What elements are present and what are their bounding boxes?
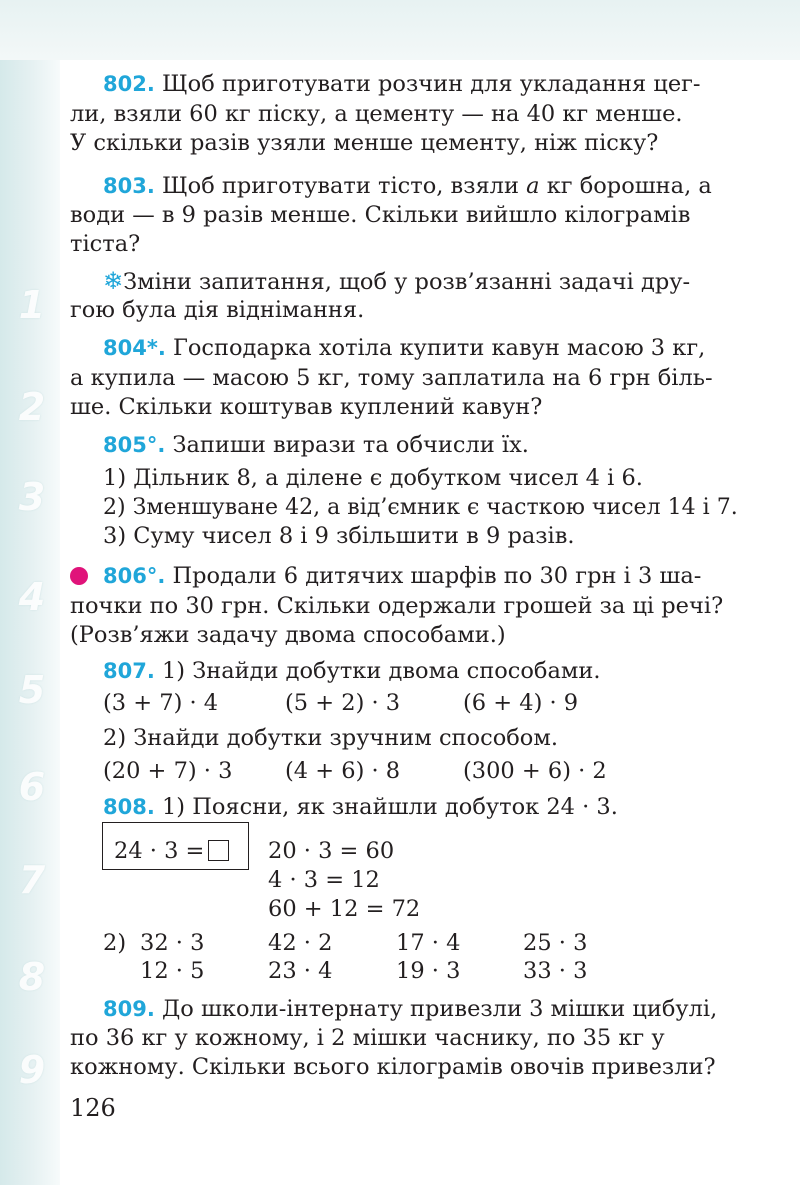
exercise-number: 808. — [103, 795, 155, 819]
expression: 19 · 3 — [396, 958, 461, 984]
page-number: 126 — [70, 1094, 116, 1122]
exercise-number: 806°. — [103, 564, 166, 588]
list-item: 2) Зменшуване 42, а від’ємник є часткою чисел 14 і 7. — [103, 494, 738, 520]
snowflake-icon: ❄ — [103, 267, 124, 295]
exercise-number: 807. — [103, 659, 155, 683]
side-number: 3 — [18, 475, 46, 519]
expression: 23 · 4 — [268, 958, 333, 984]
expression: (6 + 4) · 9 — [463, 690, 579, 716]
expression: (5 + 2) · 3 — [285, 690, 401, 716]
expression: 25 · 3 — [523, 930, 588, 956]
empty-answer-box — [208, 840, 229, 861]
step: 20 · 3 = 60 — [268, 838, 395, 864]
example-expression: 24 · 3 = — [114, 836, 229, 866]
step: 60 + 12 = 72 — [268, 896, 421, 922]
expression: 42 · 2 — [268, 930, 333, 956]
side-number: 1 — [18, 283, 46, 327]
top-band — [0, 0, 800, 60]
side-number: 8 — [18, 955, 46, 999]
side-number: 6 — [18, 765, 46, 809]
side-number: 4 — [18, 575, 46, 619]
expression: 32 · 3 — [140, 930, 205, 956]
expression: (4 + 6) · 8 — [285, 758, 401, 784]
side-number: 7 — [18, 858, 46, 902]
exercise-number: 802. — [103, 72, 155, 96]
side-strip — [0, 60, 60, 1185]
expression: (300 + 6) · 2 — [463, 758, 607, 784]
expression: 12 · 5 — [140, 958, 205, 984]
side-number: 2 — [18, 385, 46, 429]
expression: 33 · 3 — [523, 958, 588, 984]
expression: (20 + 7) · 3 — [103, 758, 233, 784]
list-item: 3) Суму чисел 8 і 9 збільшити в 9 разів. — [103, 523, 575, 549]
exercise-number: 805°. — [103, 433, 166, 457]
expression: 17 · 4 — [396, 930, 461, 956]
variable: a — [526, 173, 540, 199]
step: 4 · 3 = 12 — [268, 867, 380, 893]
exercise-number: 809. — [103, 997, 155, 1021]
expression: (3 + 7) · 4 — [103, 690, 219, 716]
exercise-number: 804*. — [103, 336, 166, 360]
exercise-number: 803. — [103, 174, 155, 198]
side-number: 5 — [18, 668, 46, 712]
side-number: 9 — [18, 1048, 46, 1092]
list-item: 1) Дільник 8, а ділене є добутком чисел 4 і 6. — [103, 465, 643, 491]
pink-dot-marker — [70, 567, 88, 585]
